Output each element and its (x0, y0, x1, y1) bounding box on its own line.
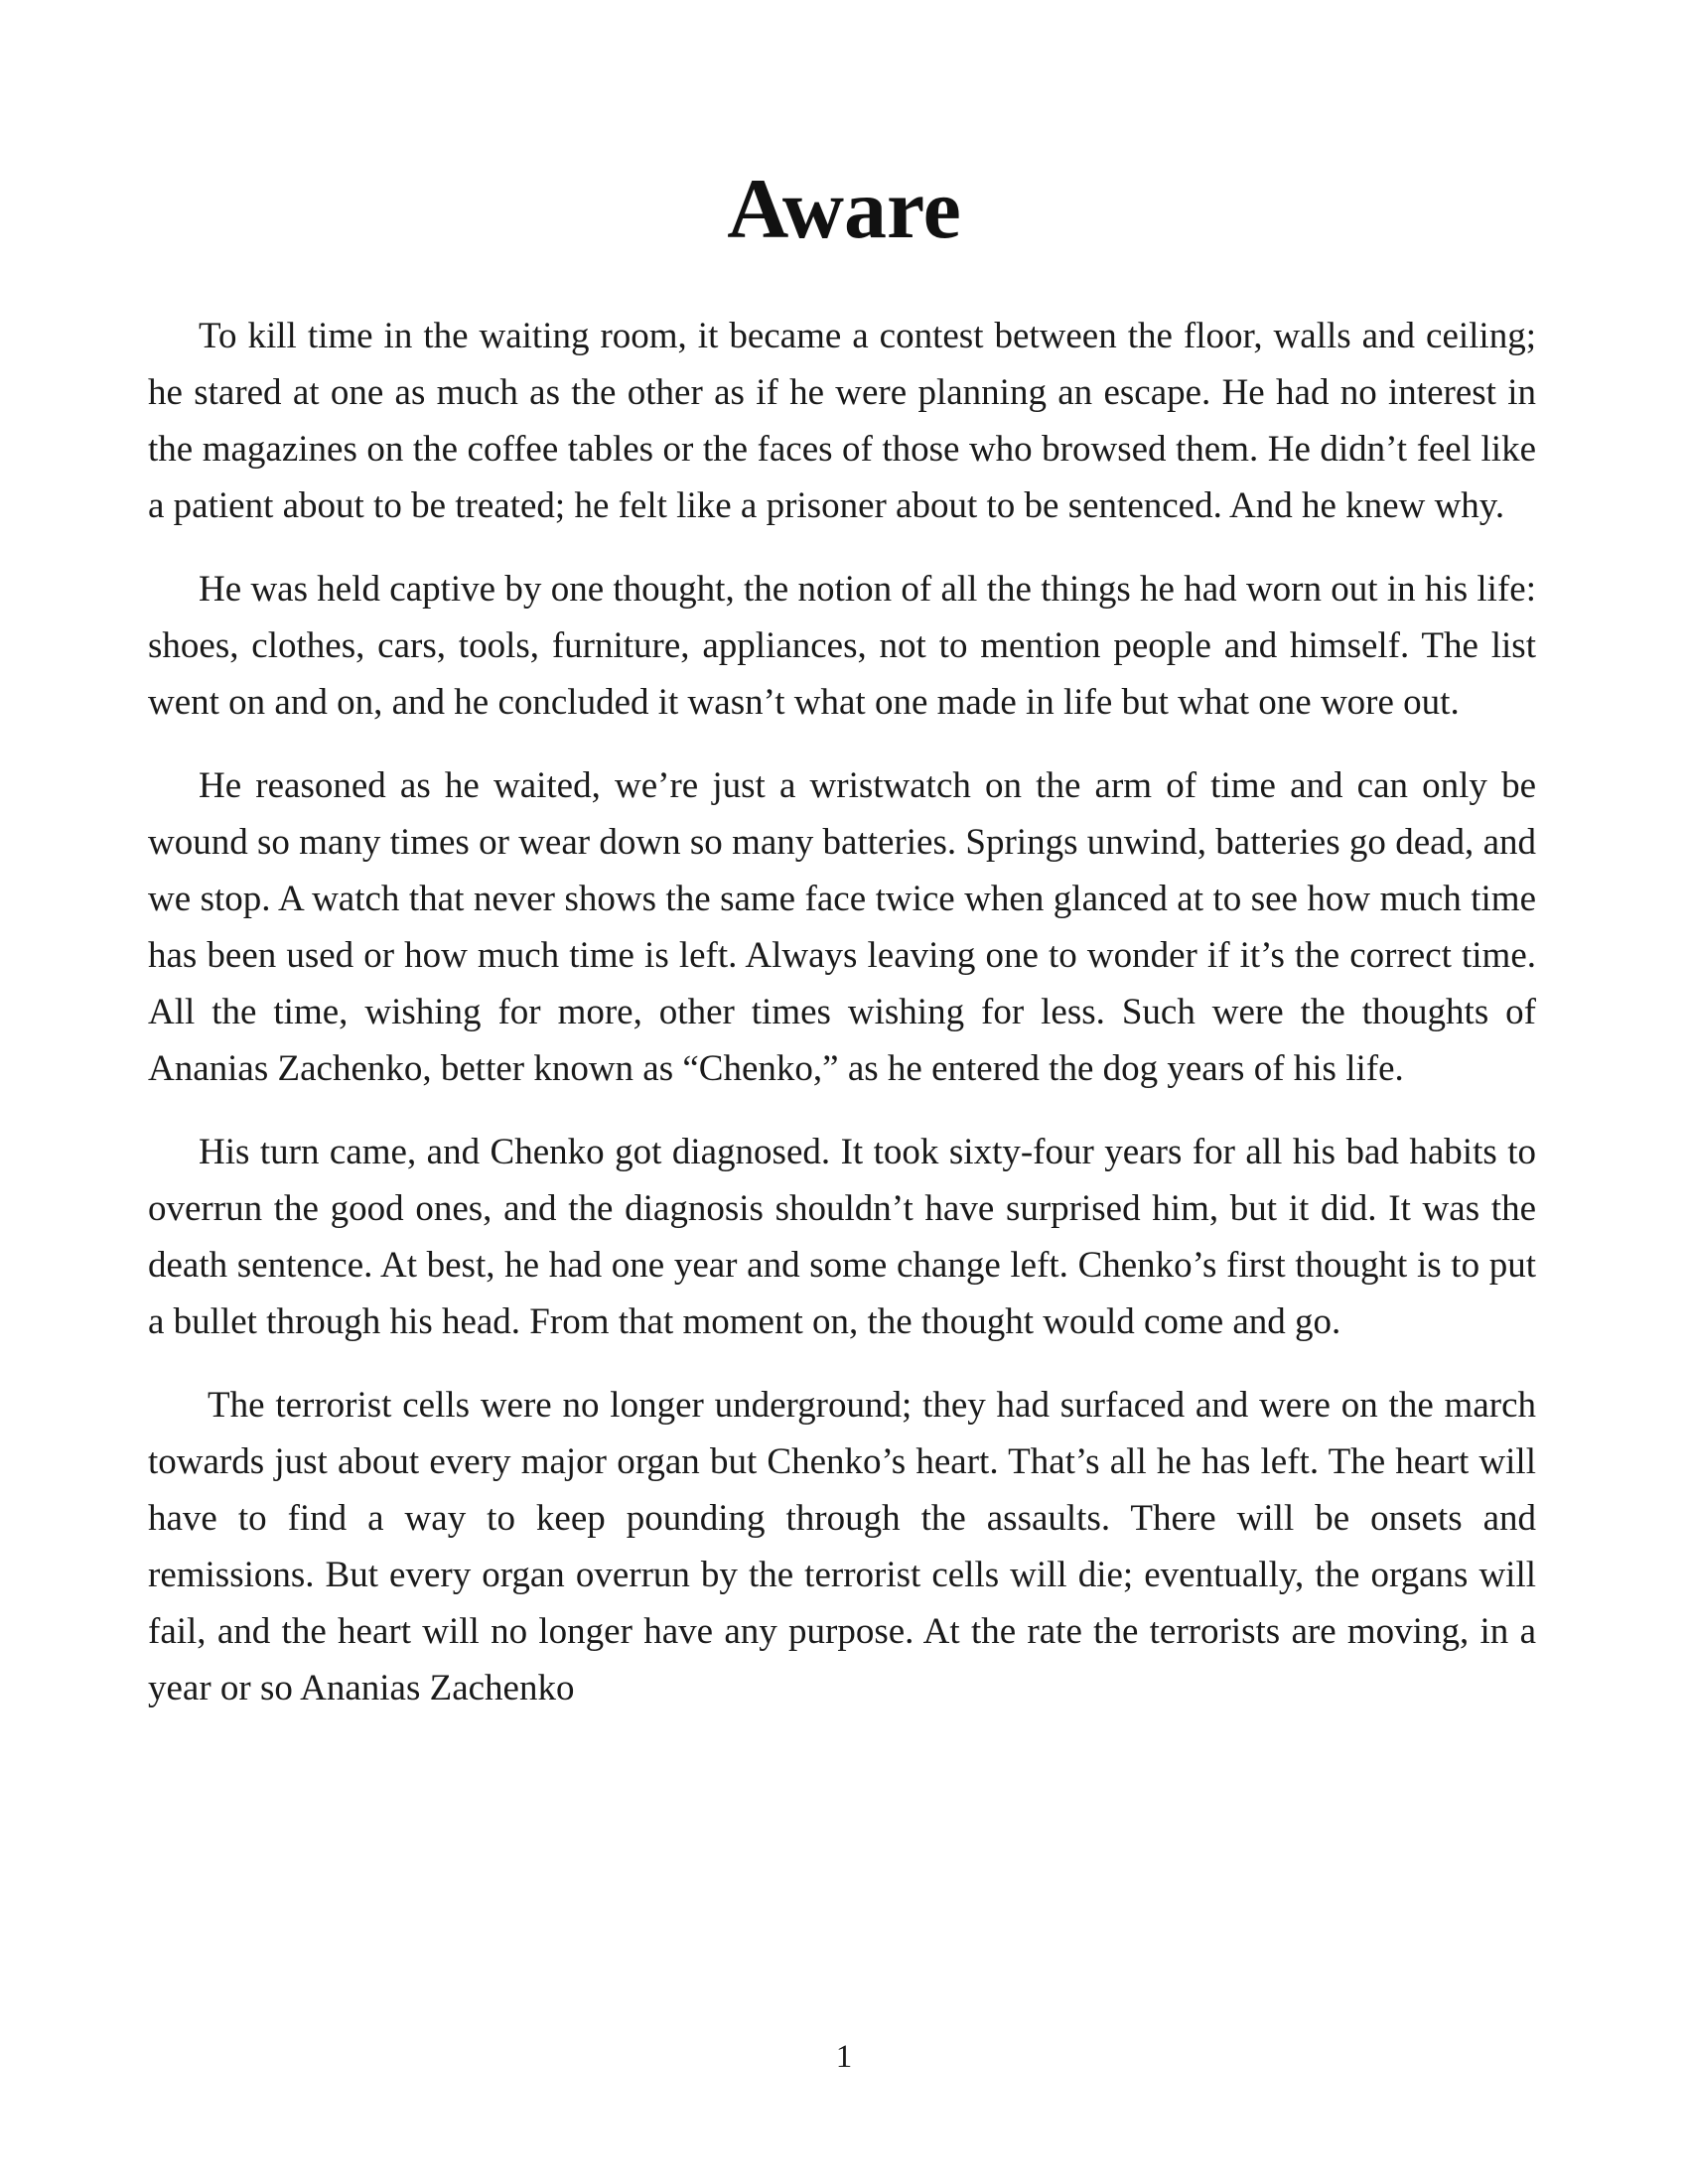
page-number: 1 (835, 2039, 853, 2075)
paragraph: To kill time in the waiting room, it became a contest between the floor, walls and ceiling; he stared at one as much as the other as if he were planning an escape. He had no interest in the magazines on the coffee tables or the faces of those who browsed them. He didn’t feel like a patient about to be treated; he felt like a prisoner about to be sentenced. And he knew why. (148, 316, 1536, 526)
chapter-title: Aware (727, 161, 961, 256)
paragraph: He reasoned as he waited, we’re just a wristwatch on the arm of time and can only be wound so many times or wear down so many batteries. Springs unwind, batteries go dead, and we stop. A watch that never shows the same face twice when glanced at to see how much time has been used or how much time is left. Always leaving one to wonder if it’s the correct time. All the time, wishing for more, other times wishing for less. Such were the thoughts of Ananias Zachenko, better known as “Chenko,” as he entered the dog years of his life. (148, 765, 1536, 1089)
paragraph: He was held captive by one thought, the notion of all the things he had worn out in his life: shoes, clothes, cars, tools, furniture, appliances, not to mention people and himself. The list went on and on, and he concluded it wasn’t what one made in life but what one wore out. (148, 569, 1536, 723)
body-text (148, 308, 1536, 1743)
paragraph: His turn came, and Chenko got diagnosed. It took sixty-four years for all his bad habits to overrun the good ones, and the diagnosis shouldn’t have surprised him, but it did. It was the death sentence. At best, he had one year and some change left. Chenko’s first thought is to put a bullet through his head. From that moment on, the thought would come and go. (148, 1132, 1536, 1342)
paragraph: The terrorist cells were no longer underground; they had surfaced and were on the march towards just about every major organ but Chenko’s heart. That’s all he has left. The heart will have to find a way to keep pounding through the assaults. There will be onsets and remissions. But every organ overrun by the terrorist cells will die; eventually, the organs will fail, and the heart will no longer have any purpose. At the rate the terrorists are moving, in a year or so Ananias Zachenko (148, 1385, 1536, 1708)
